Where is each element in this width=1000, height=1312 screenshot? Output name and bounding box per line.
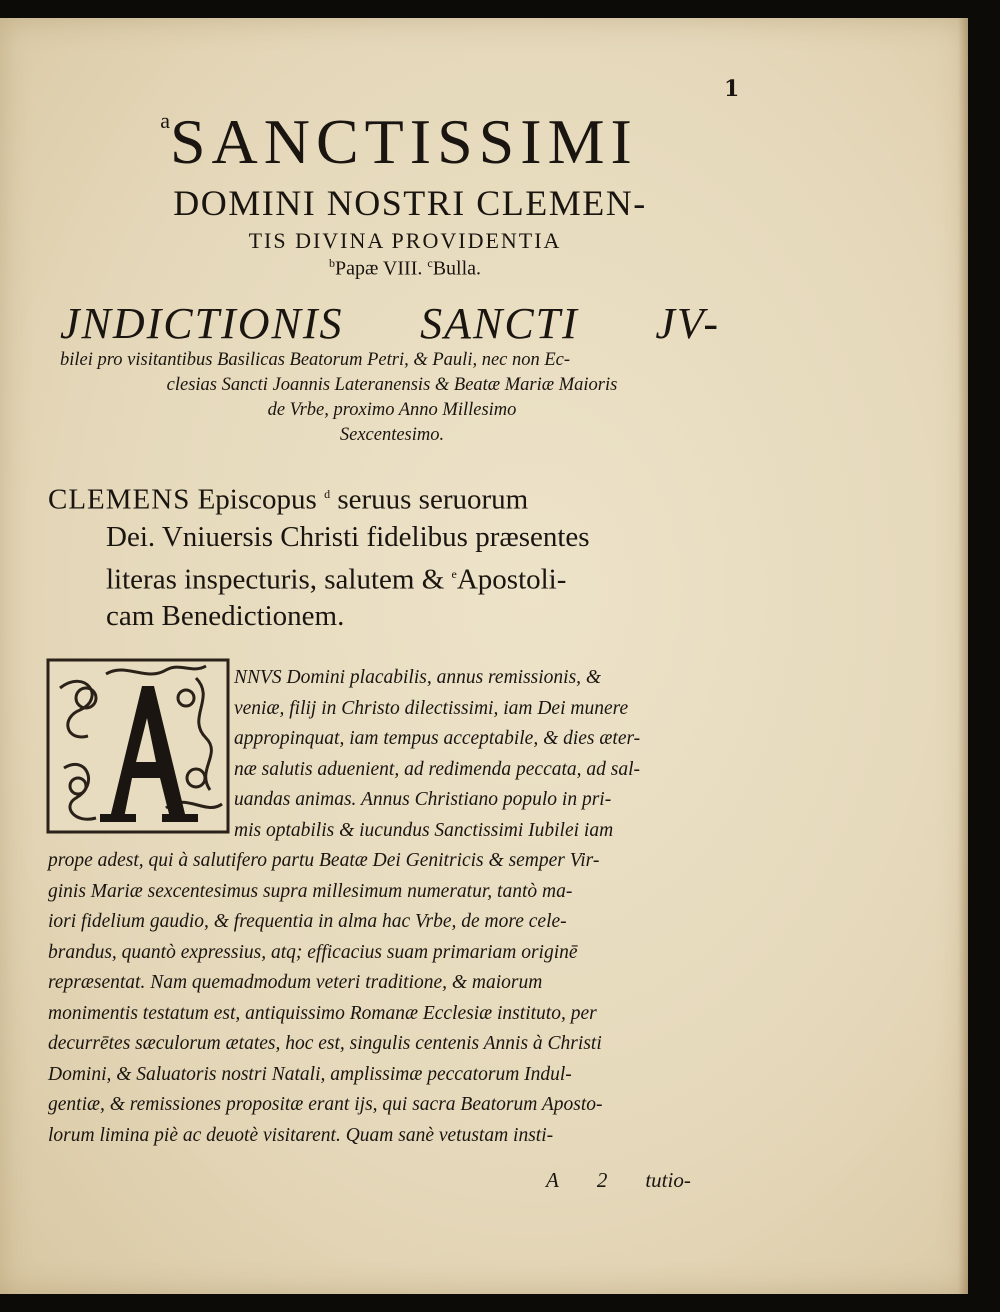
title-note-mark: a bbox=[160, 108, 170, 133]
body-line: lorum limina piè ac deuotè visitarent. Quam sanè vetustam insti- bbox=[48, 1124, 554, 1146]
intro-text: Episcopus bbox=[197, 483, 317, 516]
title-line-1 bbox=[64, 106, 734, 177]
note-mark-d: d bbox=[324, 487, 331, 501]
page-edge-shadow bbox=[958, 18, 968, 1294]
heading-subtitle bbox=[60, 348, 724, 448]
body-line: veniæ, filij in Christo dilectissimi, iam Dei munere bbox=[234, 697, 629, 719]
subtitle-line: de Vrbe, proximo Anno Millesimo bbox=[267, 400, 517, 420]
note-mark-c: c bbox=[427, 256, 433, 270]
body-line: appropinquat, iam tempus acceptabile, & dies æter- bbox=[234, 728, 641, 749]
body-line: uandas animas. Annus Christiano populo in pri- bbox=[234, 789, 612, 810]
body-line: ginis Mariæ sexcentesimus supra millesimum numeratur, tantò ma- bbox=[48, 880, 573, 902]
body-line: NNVS Domini placabilis, annus remissionis, & bbox=[234, 667, 602, 688]
section-heading: JNDICTIONIS SANCTI JV- bbox=[60, 299, 720, 348]
signature-mark: A bbox=[546, 1168, 559, 1192]
body-line: Domini, & Saluatoris nostri Natali, amplissimæ peccatorum Indul- bbox=[48, 1063, 572, 1085]
intro-text: Apostoli- bbox=[456, 563, 567, 596]
note-mark-e: e bbox=[451, 566, 457, 581]
intro-lead-word: CLEMENS bbox=[48, 483, 191, 516]
intro-line: cam Benedictionem. bbox=[106, 600, 345, 633]
subtitle-line: bilei pro visitantibus Basilicas Beatorum Petri, & Pauli, nec non Ec- bbox=[60, 350, 571, 370]
catchword: tutio- bbox=[645, 1168, 691, 1192]
body-line: repræsentat. Nam quemadmodum veteri traditione, & maiorum bbox=[48, 972, 543, 993]
body-line: mis optabilis & iucundus Sanctissimi Iubilei iam bbox=[234, 819, 614, 841]
bull-body-text bbox=[48, 663, 728, 1151]
intro-line bbox=[48, 476, 728, 519]
note-mark-b: b bbox=[328, 256, 335, 270]
body-line: monimentis testatum est, antiquissimo Romanæ Ecclesiæ instituto, per bbox=[48, 1002, 597, 1024]
body-line: gentiæ, & remissiones propositæ erant ijs, qui sacra Beatorum Aposto- bbox=[48, 1094, 603, 1115]
body-line: prope adest, qui à salutifero partu Beatæ Dei Genitricis & semper Vir- bbox=[48, 850, 600, 871]
title-line-2: DOMINI NOSTRI CLEMEN- bbox=[173, 183, 647, 223]
body-line: næ salutis aduenient, ad redimenda peccata, ad sal- bbox=[234, 758, 641, 780]
body-line: iori fidelium gaudio, & frequentia in alma hac Vrbe, de more cele- bbox=[48, 911, 567, 932]
intro-text: literas inspecturis, salutem & bbox=[106, 563, 445, 596]
title-sanctissimi: SANCTISSIMI bbox=[169, 106, 638, 177]
signature-number: 2 bbox=[596, 1168, 608, 1192]
intro-line bbox=[48, 556, 728, 599]
catchword-line bbox=[546, 1168, 729, 1193]
body-line: brandus, quantò expressius, atq; efficacius suam primariam originē bbox=[48, 941, 578, 963]
title-bulla: Bulla. bbox=[432, 257, 482, 280]
book-page bbox=[0, 18, 968, 1294]
salutation-paragraph bbox=[48, 476, 728, 635]
folio-number: 1 bbox=[724, 76, 740, 102]
subtitle-line: Sexcentesimo. bbox=[339, 425, 445, 445]
title-papae: Papæ VIII. bbox=[334, 257, 423, 280]
title-line-4 bbox=[100, 256, 710, 281]
subtitle-line: clesias Sancti Joannis Lateranensis & Beatæ Mariæ Maioris bbox=[166, 375, 618, 395]
intro-text: seruus seruorum bbox=[337, 483, 529, 516]
body-line: decurrētes sæculorum ætates, hoc est, singulis centenis Annis à Christi bbox=[48, 1033, 602, 1054]
title-line-3: TIS DIVINA PROVIDENTIA bbox=[248, 228, 562, 253]
intro-line: Dei. Vniuersis Christi fidelibus præsentes bbox=[106, 520, 590, 553]
